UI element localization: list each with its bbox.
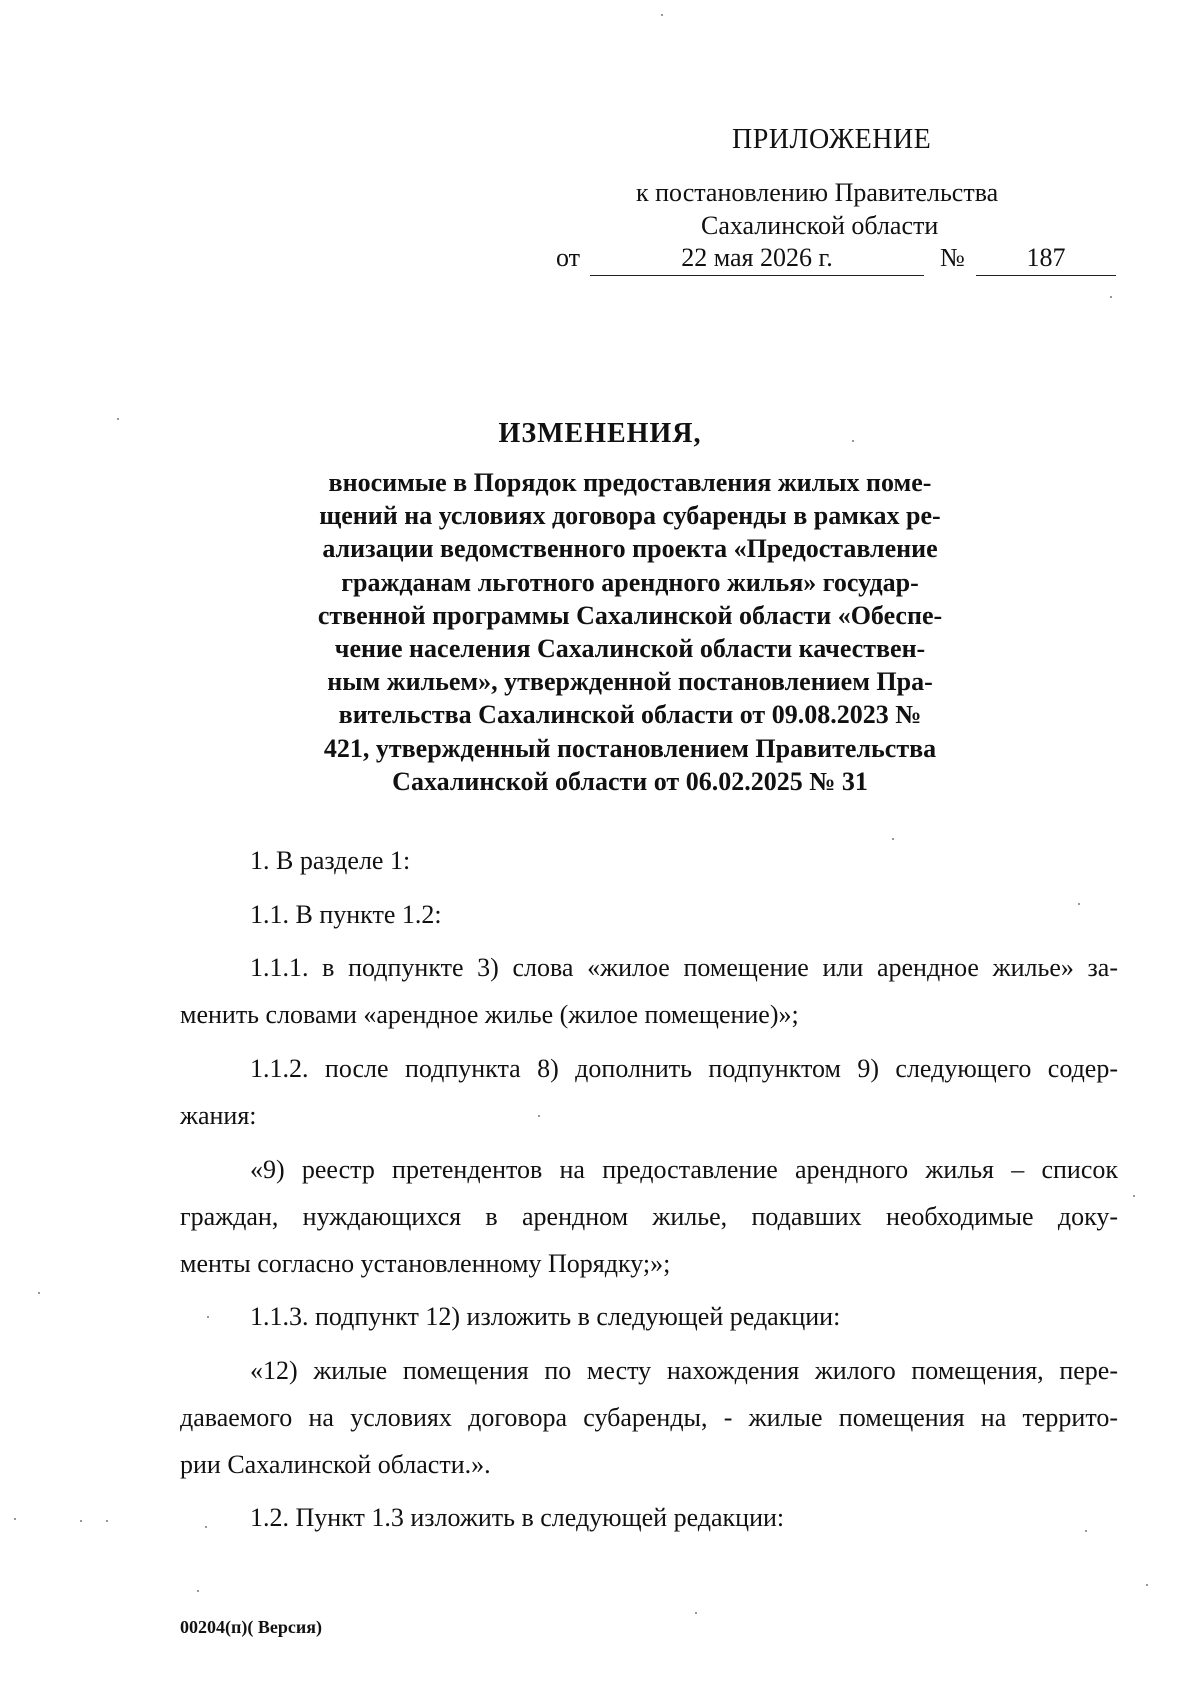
subtitle-line: 421, утвержденный постановлением Правительства bbox=[323, 733, 937, 763]
quote-9-line: менты согласно установленному Порядку;»; bbox=[180, 1249, 671, 1278]
paragraph-1-1-3: 1.1.3. подпункт 12) изложить в следующей редакции: bbox=[250, 1302, 841, 1331]
scan-speck bbox=[852, 440, 854, 442]
resolution-date-number-row bbox=[556, 243, 1116, 277]
scan-speck bbox=[80, 1520, 82, 1522]
scan-speck bbox=[197, 1590, 199, 1592]
subtitle-line: чение населения Сахалинской области качествен- bbox=[334, 634, 926, 664]
subtitle-line: ственной программы Сахалинской области «Обеспе- bbox=[317, 600, 943, 630]
scan-speck bbox=[207, 1316, 209, 1318]
quote-12-line: «12) жилые помещения по месту нахождения жилого помещения, пере- bbox=[250, 1356, 1118, 1385]
scan-speck bbox=[1078, 903, 1080, 905]
document-subtitle bbox=[270, 466, 990, 798]
resolution-number: 187 bbox=[976, 243, 1116, 276]
quote-12-line: рии Сахалинской области.». bbox=[180, 1450, 491, 1479]
subtitle-line: ализации ведомственного проекта «Предоставление bbox=[322, 534, 938, 564]
document-title: ИЗМЕНЕНИЯ, bbox=[498, 418, 702, 449]
scan-speck bbox=[1085, 1530, 1087, 1532]
from-label: от bbox=[556, 243, 581, 272]
quote-9-line: «9) реестр претендентов на предоставление арендного жилья – список bbox=[250, 1155, 1118, 1184]
appendix-region-line: Сахалинской области bbox=[701, 211, 939, 240]
scan-speck bbox=[538, 1115, 540, 1117]
subtitle-line: щений на условиях договора субаренды в рамках ре- bbox=[319, 501, 941, 531]
paragraph-1: 1. В разделе 1: bbox=[250, 846, 411, 875]
scan-speck bbox=[106, 1520, 108, 1522]
scan-speck bbox=[38, 1292, 40, 1294]
scan-speck bbox=[892, 838, 894, 840]
paragraph-1-1-2-line: 1.1.2. после подпункта 8) дополнить подпунктом 9) следующего содер- bbox=[250, 1054, 1118, 1083]
scan-speck bbox=[205, 1526, 207, 1528]
footer-document-code: 00204(п)( Версия) bbox=[180, 1617, 322, 1637]
scan-speck bbox=[1110, 296, 1112, 298]
paragraph-1-2: 1.2. Пункт 1.3 изложить в следующей редакции: bbox=[250, 1503, 785, 1532]
quote-12-line: даваемого на условиях договора субаренды, - жилые помещения на террито- bbox=[180, 1403, 1118, 1432]
appendix-resolution-line: к постановлению Правительства bbox=[636, 178, 999, 207]
number-label: № bbox=[940, 243, 965, 272]
paragraph-1-1-1-line: менить словами «арендное жилье (жилое помещение)»; bbox=[180, 1000, 799, 1029]
paragraph-1-1-2-line: жания: bbox=[180, 1101, 257, 1130]
scan-speck bbox=[695, 1612, 697, 1614]
subtitle-line: Сахалинской области от 06.02.2025 № 31 bbox=[392, 766, 868, 796]
quote-9-line: граждан, нуждающихся в арендном жилье, подавших необходимые доку- bbox=[180, 1202, 1118, 1231]
scan-speck bbox=[661, 14, 663, 16]
resolution-date: 22 мая 2026 г. bbox=[590, 243, 924, 276]
paragraph-1-1: 1.1. В пункте 1.2: bbox=[250, 900, 442, 929]
scan-speck bbox=[14, 1518, 16, 1520]
scan-speck bbox=[1146, 1584, 1148, 1586]
subtitle-line: вительства Сахалинской области от 09.08.2023 № bbox=[338, 700, 922, 730]
scan-speck bbox=[1133, 1195, 1135, 1197]
subtitle-line: ным жильем», утвержденной постановлением Пра- bbox=[327, 667, 933, 697]
subtitle-line: вносимые в Порядок предоставления жилых поме- bbox=[328, 468, 932, 497]
subtitle-line: гражданам льготного арендного жилья» государ- bbox=[341, 567, 919, 597]
scan-speck bbox=[117, 418, 119, 420]
appendix-title: ПРИЛОЖЕНИЕ bbox=[732, 124, 932, 155]
paragraph-1-1-1-line: 1.1.1. в подпункте 3) слова «жилое помещение или арендное жилье» за- bbox=[250, 953, 1118, 982]
